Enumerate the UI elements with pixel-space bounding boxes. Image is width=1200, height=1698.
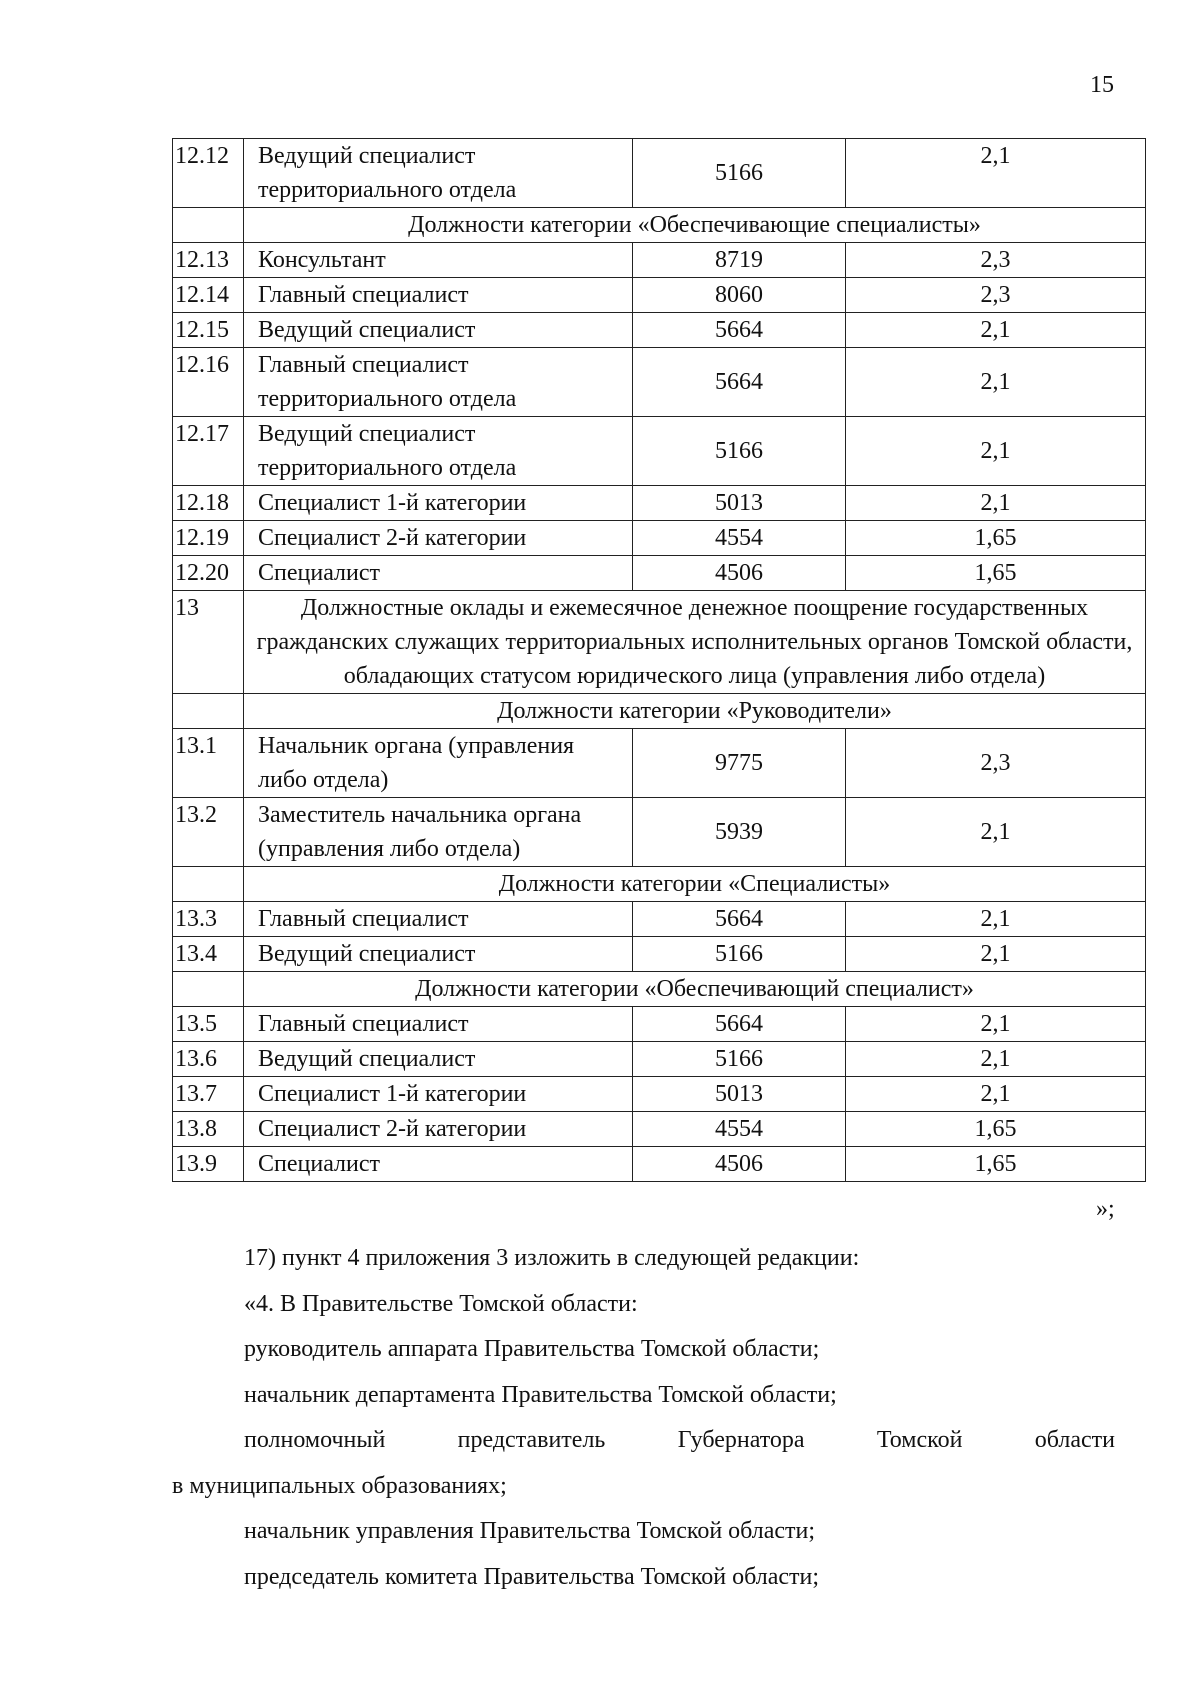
table-row — [173, 521, 1146, 556]
category-row — [173, 867, 1146, 902]
row-number: 13.2 — [173, 798, 244, 867]
coefficient-value: 2,1 — [846, 417, 1146, 486]
position-name: Специалист — [244, 1147, 633, 1182]
paragraph-line-3-continuation: в муниципальных образованиях; — [172, 1473, 507, 1499]
salary-value: 5166 — [633, 417, 846, 486]
row-number: 13.4 — [173, 937, 244, 972]
coefficient-value: 2,1 — [846, 902, 1146, 937]
closing-quote: »; — [1096, 1196, 1115, 1222]
table-row — [173, 1147, 1146, 1182]
salary-value: 4506 — [633, 1147, 846, 1182]
table-row — [173, 1042, 1146, 1077]
row-number-empty — [173, 694, 244, 729]
word: области — [1034, 1427, 1115, 1453]
coefficient-value: 1,65 — [846, 1112, 1146, 1147]
table-row — [173, 937, 1146, 972]
row-number: 12.17 — [173, 417, 244, 486]
row-number-empty — [173, 208, 244, 243]
table-row — [173, 1112, 1146, 1147]
position-name: Заместитель начальника органа (управления либо отдела) — [244, 798, 633, 867]
salary-value: 5664 — [633, 902, 846, 937]
paragraph-line-2: начальник департамента Правительства Томской области; — [244, 1382, 837, 1408]
salary-value: 8060 — [633, 278, 846, 313]
category-row — [173, 208, 1146, 243]
salary-value: 4506 — [633, 556, 846, 591]
row-number: 13.1 — [173, 729, 244, 798]
row-number: 12.16 — [173, 348, 244, 417]
coefficient-value: 2,1 — [846, 1042, 1146, 1077]
category-title: Должности категории «Обеспечивающий специалист» — [244, 972, 1146, 1007]
table-row — [173, 486, 1146, 521]
row-number-empty — [173, 867, 244, 902]
table-row — [173, 417, 1146, 486]
row-number: 12.20 — [173, 556, 244, 591]
coefficient-value: 1,65 — [846, 556, 1146, 591]
position-name: Специалист 2-й категории — [244, 521, 633, 556]
coefficient-value: 2,1 — [846, 348, 1146, 417]
position-name: Главный специалист — [244, 902, 633, 937]
paragraph-amendment: 17) пункт 4 приложения 3 изложить в следующей редакции: — [244, 1245, 860, 1271]
coefficient-value: 2,1 — [846, 1007, 1146, 1042]
coefficient-value: 2,3 — [846, 729, 1146, 798]
word: Губернатора — [677, 1427, 805, 1453]
coefficient-value: 2,1 — [846, 937, 1146, 972]
paragraph-line-5: председатель комитета Правительства Томской области; — [244, 1564, 820, 1590]
page-number: 15 — [1090, 72, 1114, 98]
coefficient-value: 2,1 — [846, 798, 1146, 867]
table-row — [173, 556, 1146, 591]
salary-value: 5166 — [633, 139, 846, 208]
position-name: Ведущий специалист территориального отдела — [244, 417, 633, 486]
row-number: 13.8 — [173, 1112, 244, 1147]
position-name: Консультант — [244, 243, 633, 278]
table-row — [173, 902, 1146, 937]
coefficient-value: 2,1 — [846, 139, 1146, 208]
category-title: Должности категории «Обеспечивающие специалисты» — [244, 208, 1146, 243]
row-number: 12.19 — [173, 521, 244, 556]
position-name: Специалист 2-й категории — [244, 1112, 633, 1147]
row-number: 13.6 — [173, 1042, 244, 1077]
position-name: Специалист 1-й категории — [244, 1077, 633, 1112]
position-name: Начальник органа (управления либо отдела) — [244, 729, 633, 798]
row-number: 13.7 — [173, 1077, 244, 1112]
row-number: 13 — [173, 591, 244, 694]
table-row — [173, 1007, 1146, 1042]
word: полномочный — [244, 1427, 386, 1453]
coefficient-value: 1,65 — [846, 1147, 1146, 1182]
row-number: 12.13 — [173, 243, 244, 278]
row-number: 12.18 — [173, 486, 244, 521]
table-row — [173, 139, 1146, 208]
salary-value: 4554 — [633, 521, 846, 556]
paragraph-line-3 — [244, 1427, 1115, 1454]
row-number: 12.15 — [173, 313, 244, 348]
salary-value: 8719 — [633, 243, 846, 278]
category-row — [173, 694, 1146, 729]
row-number-empty — [173, 972, 244, 1007]
table-row — [173, 348, 1146, 417]
position-name: Ведущий специалист — [244, 313, 633, 348]
paragraph-item-4: «4. В Правительстве Томской области: — [244, 1291, 638, 1317]
salary-value: 5013 — [633, 1077, 846, 1112]
word: представитель — [457, 1427, 606, 1453]
position-name: Специалист — [244, 556, 633, 591]
salary-value: 5664 — [633, 1007, 846, 1042]
coefficient-value: 2,1 — [846, 313, 1146, 348]
salary-table — [172, 138, 1146, 1182]
position-name: Главный специалист — [244, 1007, 633, 1042]
coefficient-value: 2,1 — [846, 486, 1146, 521]
coefficient-value: 1,65 — [846, 521, 1146, 556]
position-name: Ведущий специалист территориального отдела — [244, 139, 633, 208]
row-number: 13.3 — [173, 902, 244, 937]
table-row — [173, 798, 1146, 867]
table-row — [173, 278, 1146, 313]
position-name: Специалист 1-й категории — [244, 486, 633, 521]
group-heading: Должностные оклады и ежемесячное денежное поощрение государственных гражданских служащих территориальных исполнительных органов Томской области, обладающих статусом юридического лица (управления либо отдела) — [244, 591, 1146, 694]
salary-value: 5664 — [633, 313, 846, 348]
salary-value: 5166 — [633, 937, 846, 972]
table-row — [173, 729, 1146, 798]
coefficient-value: 2,3 — [846, 278, 1146, 313]
table-row — [173, 243, 1146, 278]
position-name: Ведущий специалист — [244, 937, 633, 972]
position-name: Главный специалист территориального отдела — [244, 348, 633, 417]
salary-value: 5664 — [633, 348, 846, 417]
coefficient-value: 2,1 — [846, 1077, 1146, 1112]
category-row — [173, 972, 1146, 1007]
salary-value: 5939 — [633, 798, 846, 867]
table-row — [173, 313, 1146, 348]
row-number: 12.12 — [173, 139, 244, 208]
category-title: Должности категории «Специалисты» — [244, 867, 1146, 902]
paragraph-line-4: начальник управления Правительства Томской области; — [244, 1518, 816, 1544]
paragraph-line-1: руководитель аппарата Правительства Томской области; — [244, 1336, 820, 1362]
row-number: 13.5 — [173, 1007, 244, 1042]
row-number: 13.9 — [173, 1147, 244, 1182]
row-number: 12.14 — [173, 278, 244, 313]
word: Томской — [876, 1427, 963, 1453]
position-name: Ведущий специалист — [244, 1042, 633, 1077]
coefficient-value: 2,3 — [846, 243, 1146, 278]
position-name: Главный специалист — [244, 278, 633, 313]
salary-value: 9775 — [633, 729, 846, 798]
salary-value: 5166 — [633, 1042, 846, 1077]
table-row — [173, 1077, 1146, 1112]
salary-value: 4554 — [633, 1112, 846, 1147]
group-heading-row — [173, 591, 1146, 694]
salary-value: 5013 — [633, 486, 846, 521]
category-title: Должности категории «Руководители» — [244, 694, 1146, 729]
